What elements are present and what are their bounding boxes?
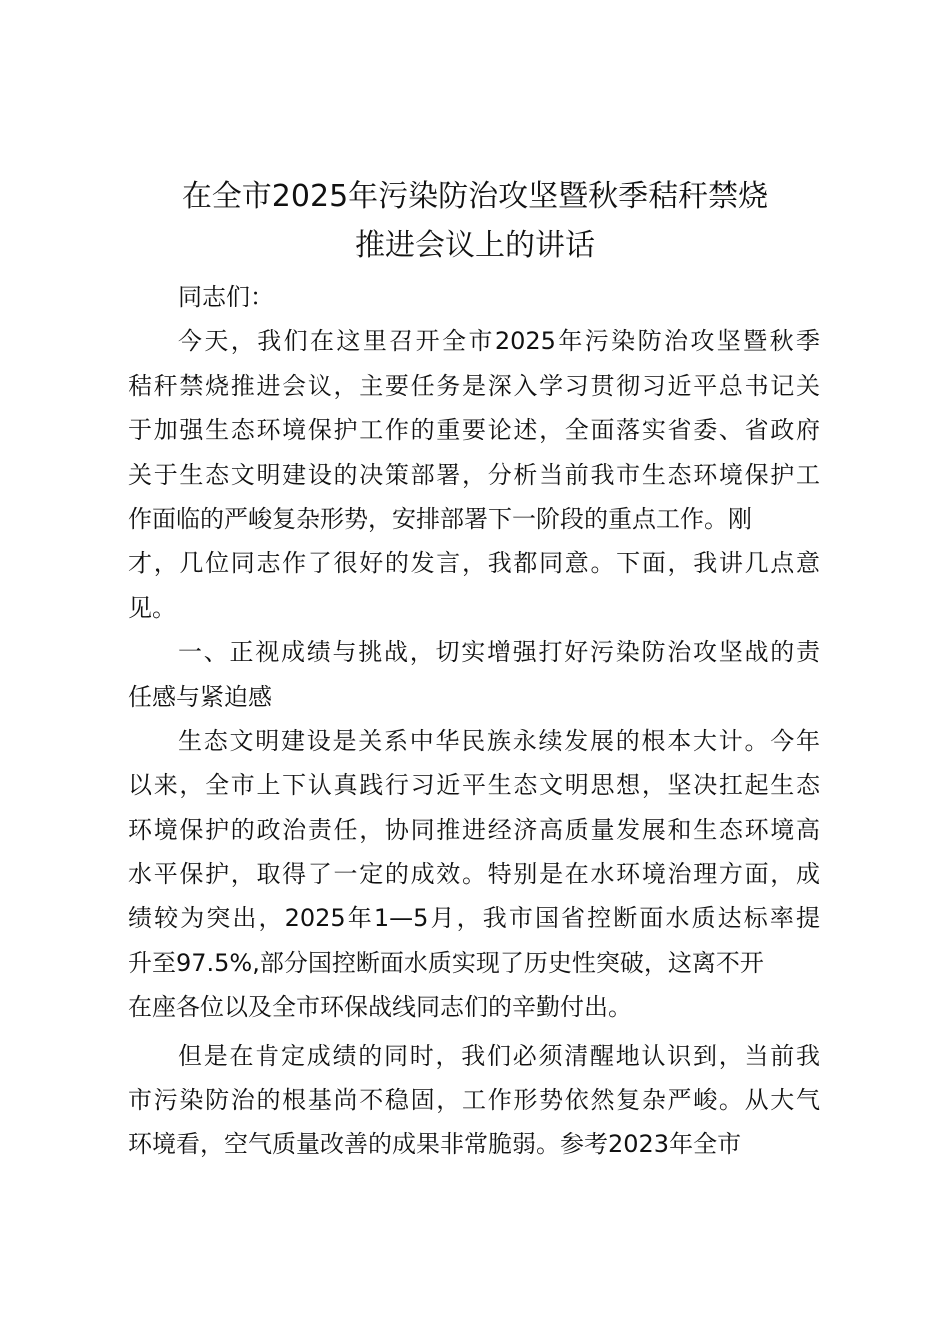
text-line: 任感与紧迫感: [128, 682, 272, 711]
text-line: 升至97.5%,部分国控断面水质实现了历史性突破，这离不开: [128, 948, 764, 977]
text-line: 才，几位同志作了很好的发言，我都同意。下面，我讲几点意: [128, 549, 820, 578]
text-line: 水平保护，取得了一定的成效。特别是在水环境治理方面，成: [128, 860, 820, 889]
text-line: 关于生态文明建设的决策部署，分析当前我市生态环境保护工: [128, 460, 820, 489]
text-line: 但是在肯定成绩的同时，我们必须清醒地认识到，当前我: [178, 1041, 820, 1070]
section-heading-1: [128, 630, 820, 719]
text-line: 同志们：: [178, 283, 274, 311]
paragraph-intro: [128, 319, 820, 630]
text-line: 以来，全市上下认真践行习近平生态文明思想，坚决扛起生态: [128, 771, 820, 800]
title-line: 推进会议上的讲话: [355, 228, 595, 263]
text-line: 市污染防治的根基尚不稳固，工作形势依然复杂严峻。从大气: [128, 1086, 820, 1115]
text-line: 环境保护的政治责任，协同推进经济高质量发展和生态环境高: [128, 815, 820, 844]
text-line: 秸秆禁烧推进会议，主要任务是深入学习贯彻习近平总书记关: [128, 371, 820, 400]
text-line: 生态文明建设是关系中华民族永续发展的根本大计。今年: [178, 726, 820, 755]
title-line: 在全市2025年污染防治攻坚暨秋季秸秆禁烧: [181, 179, 769, 214]
salutation: [128, 275, 820, 319]
paragraph-challenges: [128, 1034, 820, 1167]
text-line: 一、正视成绩与挑战，切实增强打好污染防治攻坚战的责: [178, 638, 820, 667]
text-line: 今天，我们在这里召开全市2025年污染防治攻坚暨秋季: [178, 327, 820, 356]
text-line: 在座各位以及全市环保战线同志们的辛勤付出。: [128, 993, 632, 1022]
text-line: 绩较为突出，2025年1—5月，我市国省控断面水质达标率提: [128, 904, 820, 933]
document-title: [128, 172, 822, 270]
text-line: 作面临的严峻复杂形势，安排部署下一阶段的重点工作。刚: [128, 504, 752, 533]
paragraph-achievements: [128, 719, 820, 1030]
document-body: [128, 275, 820, 1167]
text-line: 于加强生态环境保护工作的重要论述，全面落实省委、省政府: [128, 416, 820, 445]
text-line: 见。: [128, 593, 176, 622]
text-line: 环境看，空气质量改善的成果非常脆弱。参考2023年全市: [128, 1130, 742, 1159]
